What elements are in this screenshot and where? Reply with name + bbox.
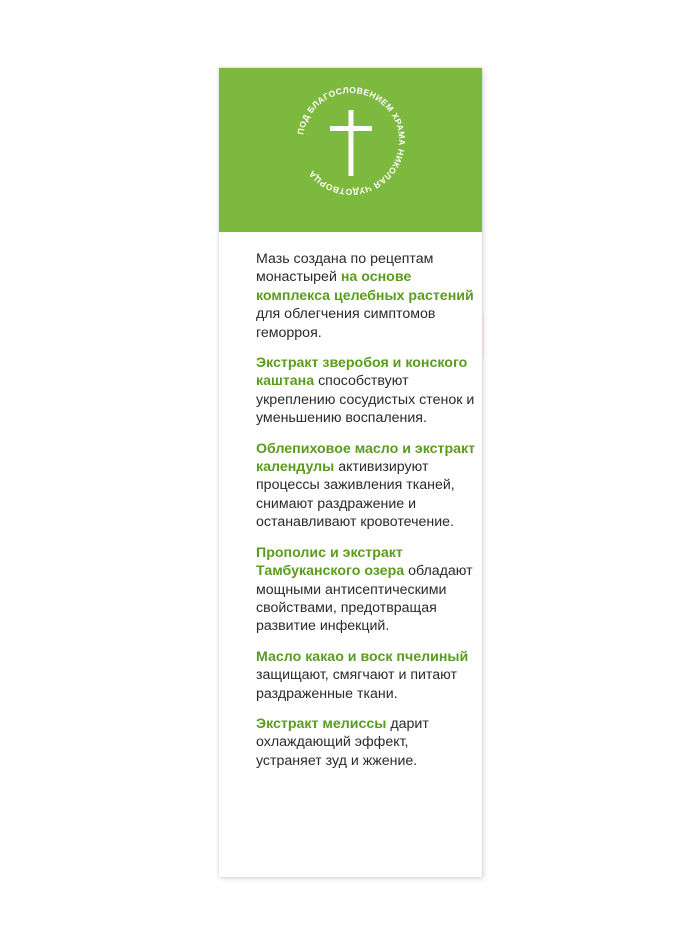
- description-paragraph: [256, 354, 476, 428]
- highlighted-text: Экстракт зверобоя и конского каштана: [256, 355, 468, 390]
- green-header-band: [219, 68, 482, 232]
- package-side-panel: [219, 68, 482, 877]
- body-text: дарит охлаждающий эффект, устраняет зуд и жжение.: [256, 715, 429, 769]
- description-paragraph: [256, 648, 476, 703]
- body-text: способствуют укреплению сосудистых стенок и уменьшению воспаления.: [256, 373, 475, 427]
- body-text: для облегчения симптомов геморроя.: [256, 306, 436, 341]
- body-text: активизируют процессы заживления тканей, снимают раздражение и останавливают кровотечение.: [256, 459, 455, 531]
- highlighted-text: Прополис и экстракт Тамбуканского озера: [256, 544, 405, 580]
- emblem-ring-text: ПОД БЛАГОСЛОВЕНИЕМ ХРАМА НИКОЛАЯ ЧУДОТВОРЦА: [295, 84, 408, 198]
- highlighted-text: Экстракт мелиссы: [256, 715, 387, 732]
- blessing-emblem: [290, 80, 412, 202]
- highlighted-text: Масло какао и воск пчелиный: [256, 648, 469, 665]
- description-paragraph: [256, 440, 476, 532]
- highlighted-text: Облепиховое масло и экстракт календулы: [256, 440, 476, 476]
- description-paragraph: [256, 544, 476, 636]
- ingredients-description: [256, 250, 476, 782]
- body-text: обладают мощными антисептическими свойствами, предотвращая развитие инфекций.: [256, 563, 473, 635]
- edge-mark: [482, 318, 484, 354]
- body-text: защищают, смягчают и питают раздраженные ткани.: [256, 667, 457, 702]
- body-text: Мазь создана по рецептам монастырей: [256, 251, 434, 286]
- description-paragraph: [256, 715, 476, 770]
- highlighted-text: на основе комплекса целебных растений: [256, 269, 474, 304]
- cross-icon: [330, 110, 372, 176]
- description-paragraph: [256, 250, 476, 342]
